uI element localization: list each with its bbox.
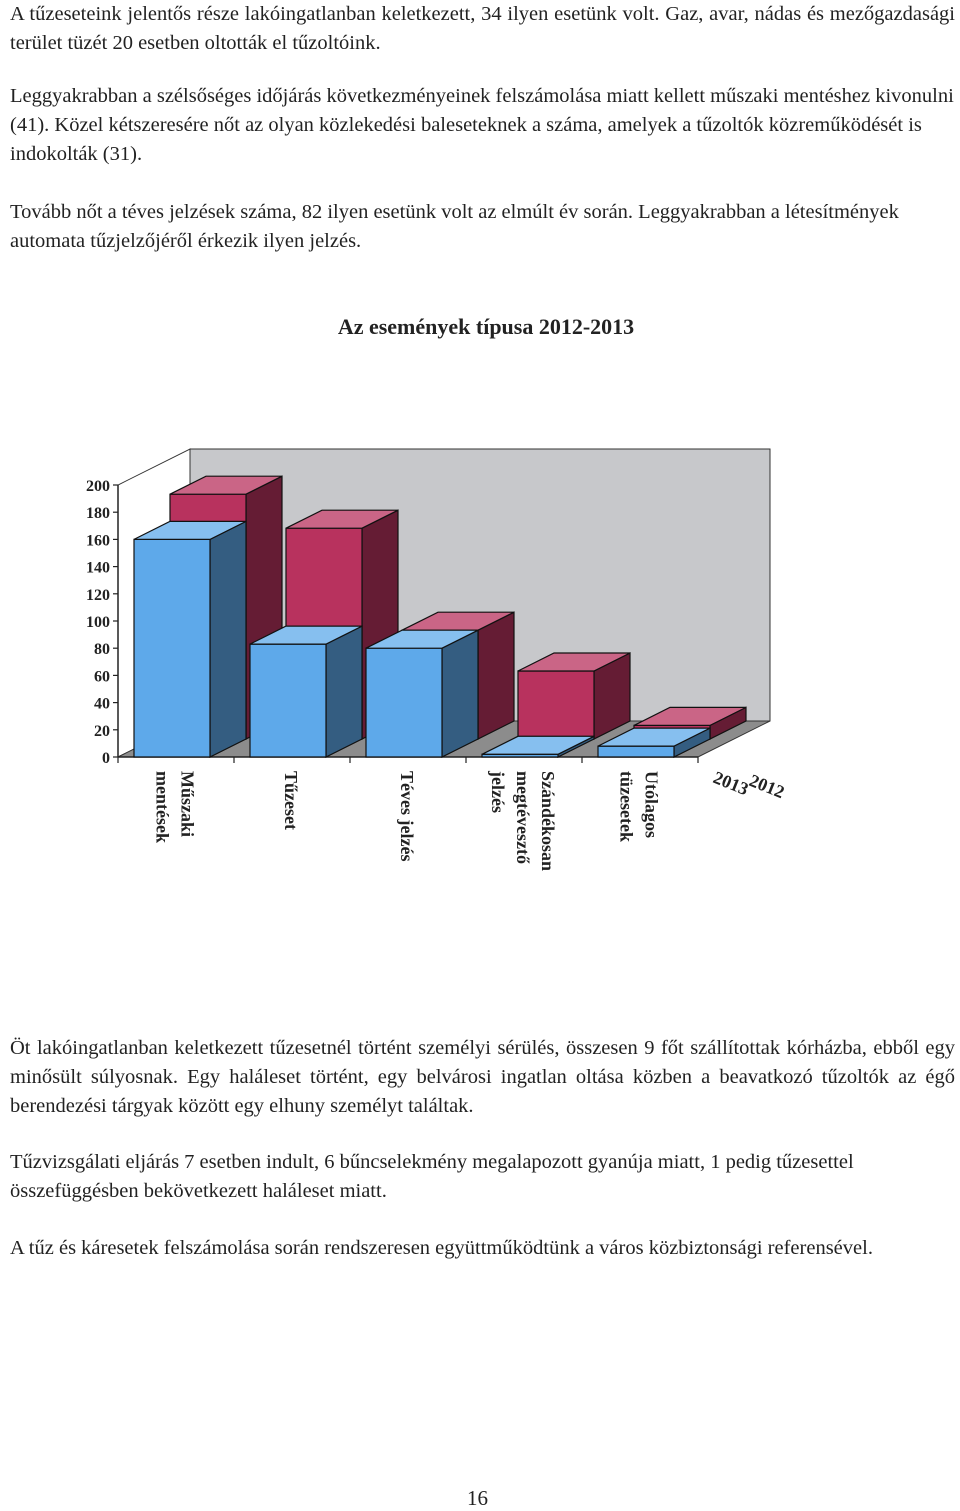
category-label: megtévesztő	[513, 771, 533, 864]
paragraph-4: Öt lakóingatlanban keletkezett tűzesetnél történt személyi sérülés, összesen 9 főt szállítottak kórházba, ebből egy minősült súlyosnak. Egy haláleset történt, egy belvárosi ingatlan oltása közben a beavatkozó tűzoltók az égő berendezési tárgyak között egy elhuny személyt találtak.	[10, 1037, 955, 1117]
category-label: tüzesetek	[616, 771, 637, 842]
event-types-chart	[0, 440, 960, 900]
bar-side	[326, 626, 362, 757]
y-tick-label: 80	[94, 641, 110, 659]
bar-2012-3	[518, 653, 630, 739]
bar-side	[442, 630, 478, 757]
series-label-2013: 2013	[710, 767, 752, 800]
paragraph-2: Leggyakrabban a szélsőséges időjárás következményeinek felszámolása miatt kellett műszaki mentéshez kivonulni (41). Közel kétszeresére nőt az olyan közlekedési baleseteknek a száma, amelyek a tűzoltók közreműködését is indokolták (31).	[10, 85, 954, 165]
bar-front	[250, 644, 326, 757]
y-tick-label: 60	[94, 668, 110, 686]
bar-front	[598, 746, 674, 757]
paragraph-6: A tűz és káresetek felszámolása során rendszeresen együttműködtünk a város közbiztonsági referensével.	[10, 1237, 873, 1259]
y-tick-label: 0	[102, 750, 110, 767]
y-tick-label: 160	[86, 532, 110, 550]
y-tick-label: 100	[86, 614, 110, 631]
category-label: Tűzeset	[281, 771, 301, 830]
bar-2013-2	[366, 630, 478, 757]
paragraph-3: Tovább nőt a téves jelzések száma, 82 ilyen esetünk volt az elmúlt év során. Leggyakrabban a létesítmények automata tűzjelzőjéről érkezik ilyen jelzés.	[10, 201, 899, 252]
category-label: Műszaki	[177, 771, 198, 838]
bar-side	[210, 521, 246, 757]
paragraph-5: Tűzvizsgálati eljárás 7 esetben indult, 6 bűncselekmény megalapozott gyanúja miatt, 1 pedig tűzesettel összefüggésben bekövetkezett haláleset miatt.	[10, 1151, 854, 1202]
y-tick-label: 20	[94, 722, 110, 740]
y-tick-label: 40	[94, 695, 110, 713]
paragraph-1: A tűzeseteink jelentős része lakóingatlanban keletkezett, 34 ilyen esetünk volt. Gaz, avar, nádas és mezőgazdasági terület tüzét 20 esetben oltották el tűzoltóink.	[10, 3, 955, 54]
bar-side	[478, 612, 514, 739]
category-label: jelzés	[488, 771, 508, 813]
bar-2013-0	[134, 521, 246, 757]
bar-front	[518, 671, 594, 739]
y-tick-label: 140	[86, 559, 110, 577]
y-tick-label: 200	[86, 478, 110, 495]
category-label: Utólagos	[641, 771, 662, 838]
bar-front	[134, 539, 210, 757]
series-label-2012: 2012	[746, 770, 788, 803]
chart-body	[86, 449, 787, 871]
bar-2013-1	[250, 626, 362, 757]
bar-front	[366, 648, 442, 757]
y-tick-label: 120	[86, 586, 110, 604]
category-label: mentések	[152, 771, 173, 843]
category-label: Téves jelzés	[397, 771, 417, 862]
chart-title: Az események típusa 2012-2013	[337, 314, 635, 339]
category-label: Szándékosan	[538, 771, 558, 872]
page-number: 16	[467, 1486, 488, 1510]
y-tick-label: 180	[86, 505, 110, 523]
